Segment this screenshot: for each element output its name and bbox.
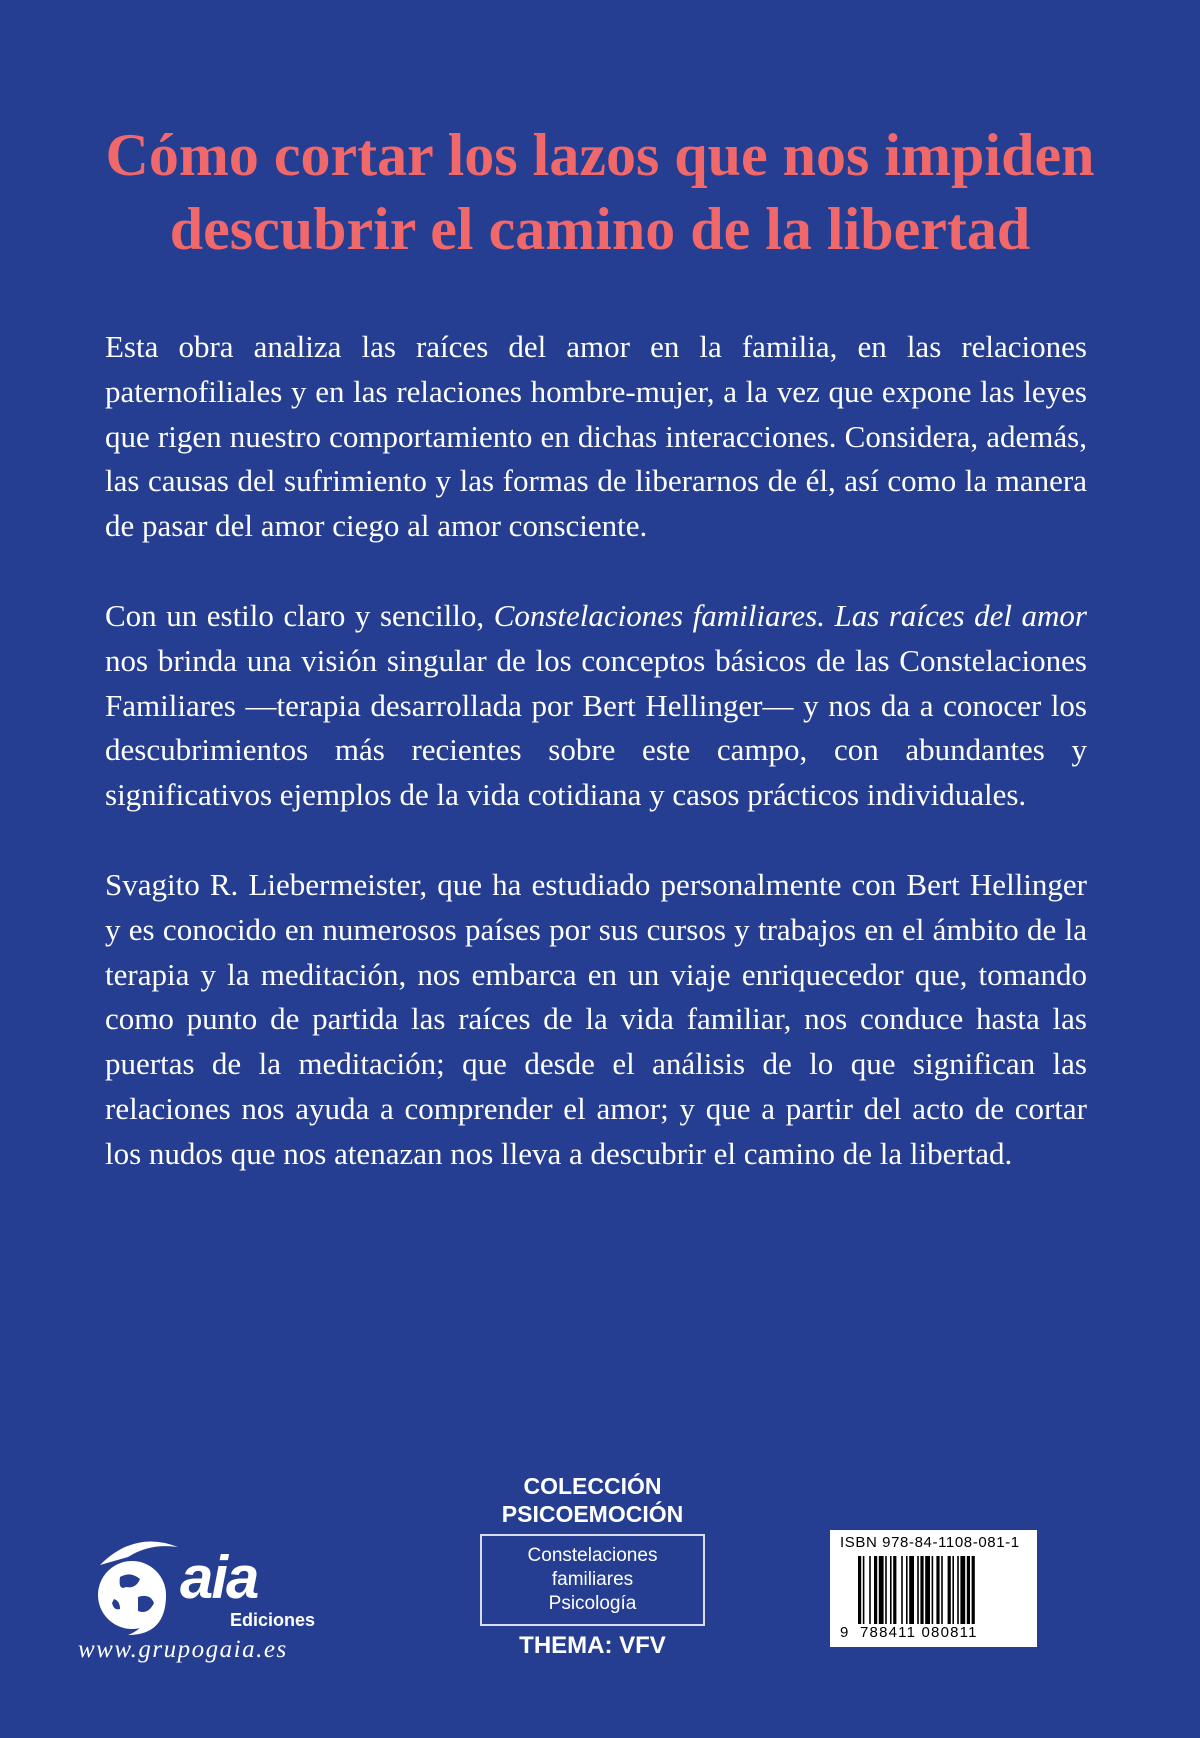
isbn-first-digit: 9: [840, 1624, 849, 1641]
barcode-bar: [957, 1556, 959, 1624]
barcode-bar: [948, 1556, 951, 1624]
barcode-bar: [932, 1556, 934, 1624]
barcode-bar: [960, 1556, 965, 1624]
barcode-bar: [879, 1556, 884, 1624]
category-line: familiares: [551, 1569, 634, 1590]
globe-icon: [80, 1535, 190, 1645]
logo-subtitle: Ediciones: [230, 1610, 316, 1630]
barcode-bar: [906, 1556, 908, 1624]
category-line: Psicología: [548, 1593, 637, 1614]
thema-code: THEMA: VFV: [519, 1632, 666, 1659]
barcode-bar: [858, 1556, 861, 1624]
collection-name: PSICOEMOCIÓN: [501, 1501, 684, 1527]
paragraph-2-end: nos brinda una visión singular de los conceptos básicos de las Constelaciones Familiares —terapia desarrollada por Bert Hellinger— y nos da a conocer los descubrimientos más recientes sobre este campo, con abundantes y significativos ejemplos de la vida cotidiana y casos prácticos individuales.: [105, 642, 1087, 813]
barcode-bar: [885, 1556, 887, 1624]
barcode-bar: [909, 1556, 914, 1624]
category-box: [480, 1534, 705, 1626]
barcode-bar: [925, 1556, 930, 1624]
barcode-bar: [893, 1556, 896, 1624]
paragraph-1: Esta obra analiza las raíces del amor en la familia, en las relaciones paternofiliales y en las relaciones hombre-mujer, a la vez que expone las leyes que rigen nuestro comportamiento en dichas interacciones. Considera, además, las causas del sufrimiento y las formas de liberarnos de él, así como la manera de pasar del amor ciego al amor consciente.: [105, 329, 1087, 544]
barcode-bar: [967, 1556, 970, 1624]
barcode-bar: [863, 1556, 865, 1624]
isbn-barcode: [830, 1530, 1037, 1647]
headline: [60, 118, 1140, 266]
barcode-bars: [858, 1556, 1023, 1624]
barcode-bar: [890, 1556, 892, 1624]
back-cover-text: [105, 325, 1087, 1222]
barcode-bar: [874, 1556, 877, 1624]
barcode-bar: [972, 1556, 975, 1624]
collection-label: COLECCIÓN: [523, 1473, 662, 1499]
headline-line-1: Cómo cortar los lazos que nos impiden: [105, 122, 1095, 188]
barcode-bar: [917, 1556, 919, 1624]
publisher-website: www.grupogaia.es: [78, 1636, 288, 1663]
barcode-bar: [952, 1556, 954, 1624]
paragraph-2: [105, 594, 1087, 818]
collection-info: [480, 1472, 705, 1660]
isbn-digits: 788411 080811: [860, 1624, 978, 1641]
book-title: Constelaciones familiares. Las raíces del amor: [493, 597, 1087, 633]
headline-line-2: descubrir el camino de la libertad: [169, 196, 1031, 262]
category-line: Constelaciones: [527, 1545, 658, 1566]
paragraph-3: Svagito R. Liebermeister, que ha estudiado personalmente con Bert Hellinger y es conocido en numerosos países por sus cursos y trabajos en el ámbito de la terapia y la meditación, nos embarca en un viaje enriquecedor que, tomando como punto de partida las raíces de la vida familiar, nos conduce hasta las puertas de la meditación; que desde el análisis de lo que significan las relaciones nos ayuda a comprender el amor; y que a partir del acto de cortar los nudos que nos atenazan nos lleva a descubrir el camino de la libertad.: [105, 866, 1087, 1171]
barcode-bar: [920, 1556, 923, 1624]
barcode-bar: [941, 1556, 943, 1624]
barcode-bar: [901, 1556, 903, 1624]
barcode-bar: [869, 1556, 871, 1624]
barcode-bar: [936, 1556, 939, 1624]
logo-wordmark: aia: [180, 1544, 258, 1611]
paragraph-2-start: Con un estilo claro y sencillo,: [105, 597, 494, 633]
isbn-label: ISBN 978-84-1108-081-1: [840, 1534, 1020, 1551]
